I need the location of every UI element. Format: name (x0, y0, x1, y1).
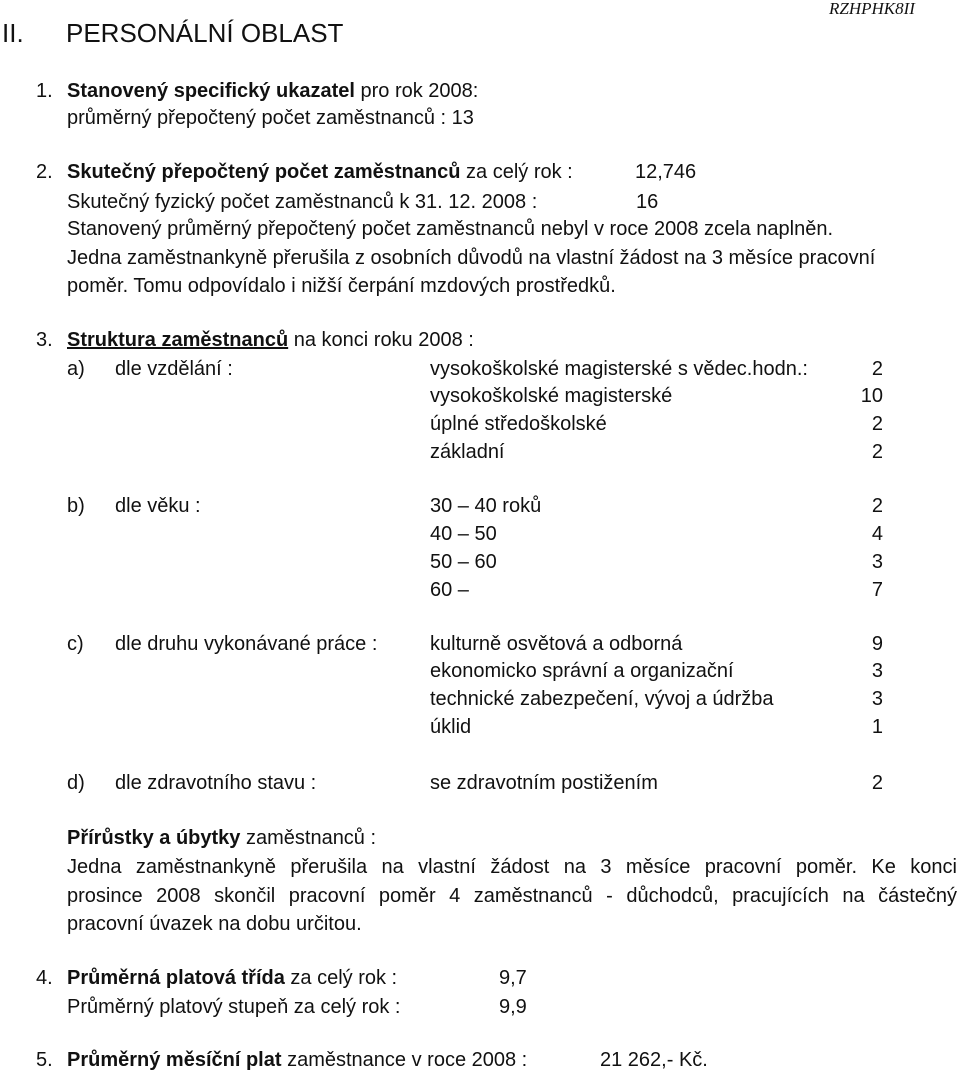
s3c-label: dle druhu vykonávané práce : (115, 633, 378, 655)
s5-heading-bold: Průměrný měsíční plat (67, 1049, 282, 1071)
prirustky-line3: pracovní úvazek na dobu určitou. (67, 913, 362, 935)
s3b-label: dle věku : (115, 495, 201, 517)
s4-line2-value: 9,9 (499, 996, 527, 1018)
s3c-row-value: 1 (871, 716, 883, 738)
s3-heading-rest: na konci roku 2008 : (288, 329, 474, 351)
s3c-row-value: 9 (871, 633, 883, 655)
prirustky-heading-rest: zaměstnanců : (240, 827, 377, 849)
s3a-row-value: 2 (871, 358, 883, 380)
s3b-row-value: 7 (871, 579, 883, 601)
s2-line3: Stanovený průměrný přepočtený počet zaměstnanců nebyl v roce 2008 zcela naplněn. (67, 218, 834, 240)
s3d-letter: d) (67, 772, 85, 794)
s3-number: 3. (36, 329, 53, 351)
s2-heading (67, 162, 573, 182)
prirustky-line2: prosince 2008 skončil pracovní poměr 4 zaměstnanců - důchodců, pracujících na částečný (67, 885, 957, 907)
s3a-row-value: 2 (871, 413, 883, 435)
prirustky-line1: Jedna zaměstnankyně přerušila na vlastní žádost na 3 měsíce pracovní poměr. Ke konci (67, 856, 957, 878)
s4-heading-bold: Průměrná platová třída (67, 967, 285, 989)
s3c-letter: c) (67, 633, 84, 655)
s3a-row-name: základní (430, 441, 505, 463)
s2-line2-label: Skutečný fyzický počet zaměstnanců k 31. 12. 2008 : (67, 191, 538, 213)
s3a-row-name: úplné středoškolské (430, 413, 607, 435)
s4-value: 9,7 (499, 967, 527, 989)
s3-heading (67, 330, 474, 350)
s3b-row-name: 30 – 40 roků (430, 495, 542, 517)
s4-line2-label: Průměrný platový stupeň za celý rok : (67, 996, 401, 1018)
s3c-row-name: úklid (430, 716, 472, 738)
s3c-row-name: kulturně osvětová a odborná (430, 633, 683, 655)
s3a-label: dle vzdělání : (115, 358, 233, 380)
s5-heading (67, 1050, 527, 1070)
s3b-row-value: 3 (871, 551, 883, 573)
s3c-row-name: technické zabezpečení, vývoj a údržba (430, 688, 774, 710)
s3d-row-value: 2 (871, 772, 883, 794)
s4-heading (67, 968, 397, 988)
s4-heading-rest: za celý rok : (284, 967, 398, 989)
s2-heading-bold: Skutečný přepočtený počet zaměstnanců (67, 161, 461, 183)
s3c-row-value: 3 (871, 660, 883, 682)
s2-line2-value: 16 (636, 191, 659, 213)
s3a-row-value: 2 (871, 441, 883, 463)
section-number: II. (2, 18, 24, 48)
s1-line2: průměrný přepočtený počet zaměstnanců : 13 (67, 107, 474, 129)
s3b-row-value: 2 (871, 495, 883, 517)
section-title: PERSONÁLNÍ OBLAST (66, 18, 344, 48)
prirustky-heading-bold: Přírůstky a úbytky (67, 827, 241, 849)
s2-line4: Jedna zaměstnankyně přerušila z osobních důvodů na vlastní žádost na 3 měsíce pracovní (67, 247, 876, 269)
s2-value: 12,746 (635, 161, 697, 183)
s2-heading-rest: za celý rok : (460, 161, 573, 183)
s3a-row-name: vysokoškolské magisterské (430, 385, 673, 407)
s5-value: 21 262,- Kč. (600, 1049, 708, 1071)
s3c-row-value: 3 (871, 688, 883, 710)
s1-heading-bold: Stanovený specifický ukazatel (67, 80, 355, 102)
s3b-row-name: 60 – (430, 579, 469, 601)
s3a-row-name: vysokoškolské magisterské s vědec.hodn.: (430, 358, 808, 380)
s5-heading-rest: zaměstnance v roce 2008 : (281, 1049, 528, 1071)
prirustky-heading (67, 828, 376, 848)
s1-heading-rest: pro rok 2008: (354, 80, 479, 102)
s3a-row-value: 10 (860, 385, 883, 407)
s4-number: 4. (36, 967, 53, 989)
s1-number: 1. (36, 80, 53, 102)
s2-line5: poměr. Tomu odpovídalo i nižší čerpání mzdových prostředků. (67, 275, 616, 297)
s3b-row-name: 50 – 60 (430, 551, 497, 573)
s3a-letter: a) (67, 358, 85, 380)
s3c-row-name: ekonomicko správní a organizační (430, 660, 734, 682)
s3b-letter: b) (67, 495, 85, 517)
s3b-row-name: 40 – 50 (430, 523, 497, 545)
document-code: RZHPHK8II (829, 0, 915, 18)
s3-heading-bold: Struktura zaměstnanců (67, 329, 289, 351)
s5-number: 5. (36, 1049, 53, 1071)
s3d-label: dle zdravotního stavu : (115, 772, 317, 794)
s1-heading (67, 81, 478, 101)
s3d-row-name: se zdravotním postižením (430, 772, 658, 794)
s3b-row-value: 4 (871, 523, 883, 545)
s2-number: 2. (36, 161, 53, 183)
